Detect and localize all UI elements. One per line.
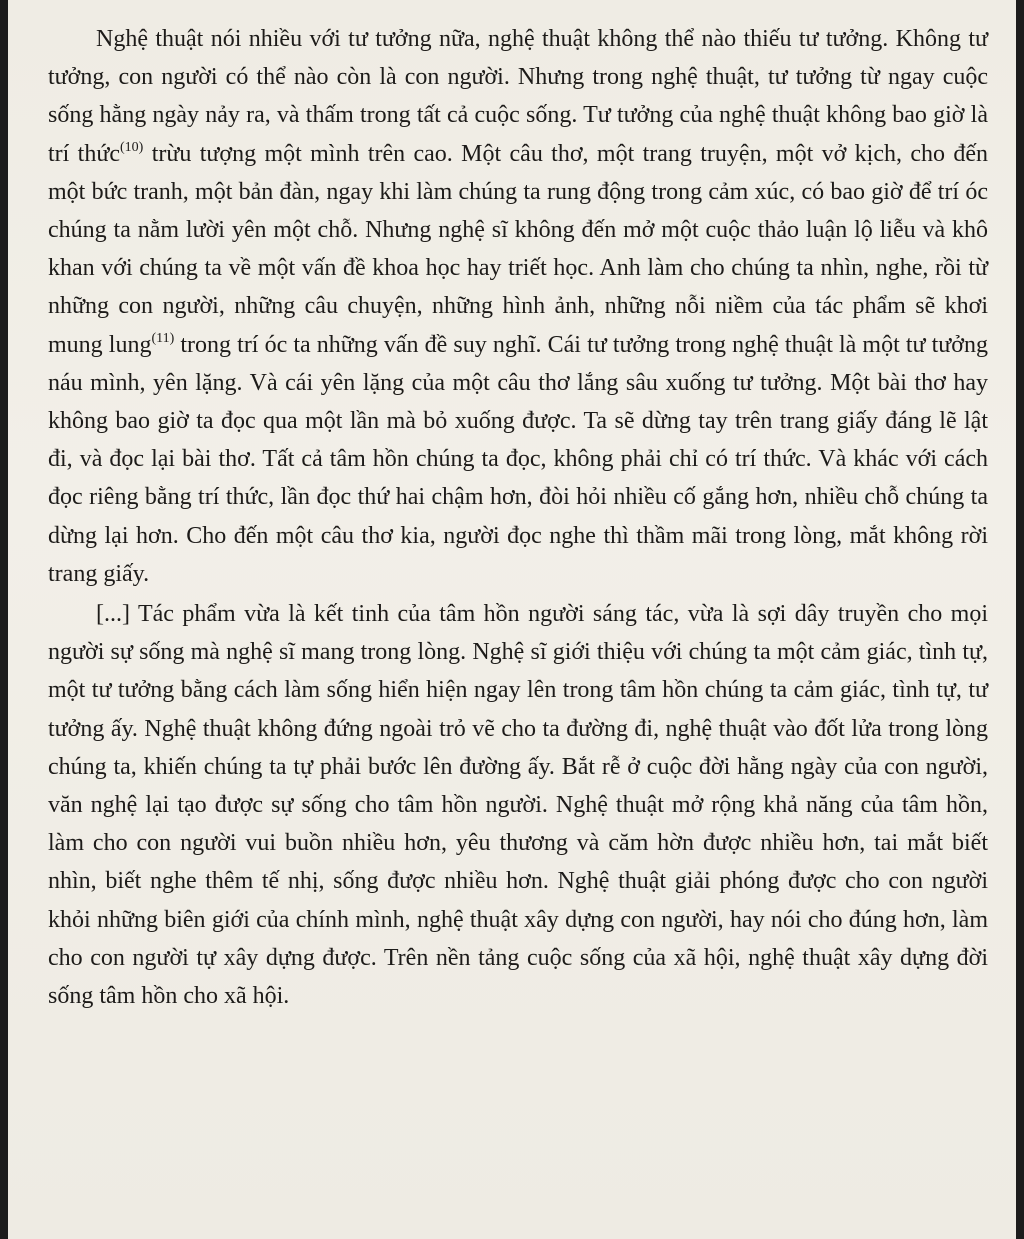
paragraph-1-part-2: trừu tượng một mình trên cao. Một câu thơ, một trang truyện, một vở kịch, cho đến một bức tranh, một bản đàn, ngay khi làm chúng ta rung động trong cảm xúc, có bao giờ để trí óc chúng ta nằm lười yên một chỗ. Nhưng nghệ sĩ không đến mở một cuộc thảo luận lộ liễu và khô khan với chúng ta về một vấn đề khoa học hay triết học. Anh làm cho chúng ta nhìn, nghe, rồi từ những con người, những câu chuyện, những hình ảnh, những nỗi niềm của tác phẩm sẽ khơi mung lung bbox=[48, 140, 989, 358]
footnote-ref-10: (10) bbox=[120, 139, 144, 155]
paragraph-1-part-1: Nghệ thuật nói nhiều với tư tưởng nữa, nghệ thuật không thể nào thiếu tư tưởng. Không tư tưởng, con người có thể nào còn là con người. Nhưng trong nghệ thuật, tư tưởng từ ngay cuộc sống hằng ngày nảy ra, và thấm trong tất cả cuộc sống. Tư tưởng của nghệ thuật không bao giờ là trí thức bbox=[48, 26, 988, 167]
paragraph-1-part-3: trong trí óc ta những vấn đề suy nghĩ. Cái tư tưởng trong nghệ thuật là một tư tưởng náu mình, yên lặng. Và cái yên lặng của một câu thơ lắng sâu xuống tư tưởng. Một bài thơ hay không bao giờ ta đọc qua một lần mà bỏ xuống được. Ta sẽ dừng tay trên trang giấy đáng lẽ lật đi, và đọc lại bài thơ. Tất cả tâm hồn chúng ta đọc, không phải chỉ có trí thức. Và khác với cách đọc riêng bằng trí thức, lần đọc thứ hai chậm hơn, đòi hỏi nhiều cố gắng hơn, nhiều chỗ chúng ta dừng lại hơn. Cho đến một câu thơ kia, người đọc nghe thì thầm mãi trong lòng, mắt không rời trang giấy. bbox=[48, 331, 988, 587]
paragraph-1 bbox=[48, 20, 988, 593]
paragraph-2: [...] Tác phẩm vừa là kết tinh của tâm hồn người sáng tác, vừa là sợi dây truyền cho mọi người sự sống mà nghệ sĩ mang trong lòng. Nghệ sĩ giới thiệu với chúng ta một cảm giác, tình tự, một tư tưởng bằng cách làm sống hiển hiện ngay lên trong tâm hồn chúng ta cảm giác, tình tự, tư tưởng ấy. Nghệ thuật không đứng ngoài trỏ vẽ cho ta đường đi, nghệ thuật vào đốt lửa trong lòng chúng ta, khiến chúng ta tự phải bước lên đường ấy. Bắt rễ ở cuộc đời hằng ngày của con người, văn nghệ lại tạo được sự sống cho tâm hồn người. Nghệ thuật mở rộng khả năng của tâm hồn, làm cho con người vui buồn nhiều hơn, yêu thương và căm hờn được nhiều hơn, tai mắt biết nhìn, biết nghe thêm tế nhị, sống được nhiều hơn. Nghệ thuật giải phóng được cho con người khỏi những biên giới của chính mình, nghệ thuật xây dựng con người, hay nói cho đúng hơn, làm cho con người tự xây dựng được. Trên nền tảng cuộc sống của xã hội, nghệ thuật xây dựng đời sống tâm hồn cho xã hội. bbox=[48, 601, 988, 1010]
book-page bbox=[8, 0, 1016, 1239]
footnote-ref-11: (11) bbox=[151, 330, 175, 346]
